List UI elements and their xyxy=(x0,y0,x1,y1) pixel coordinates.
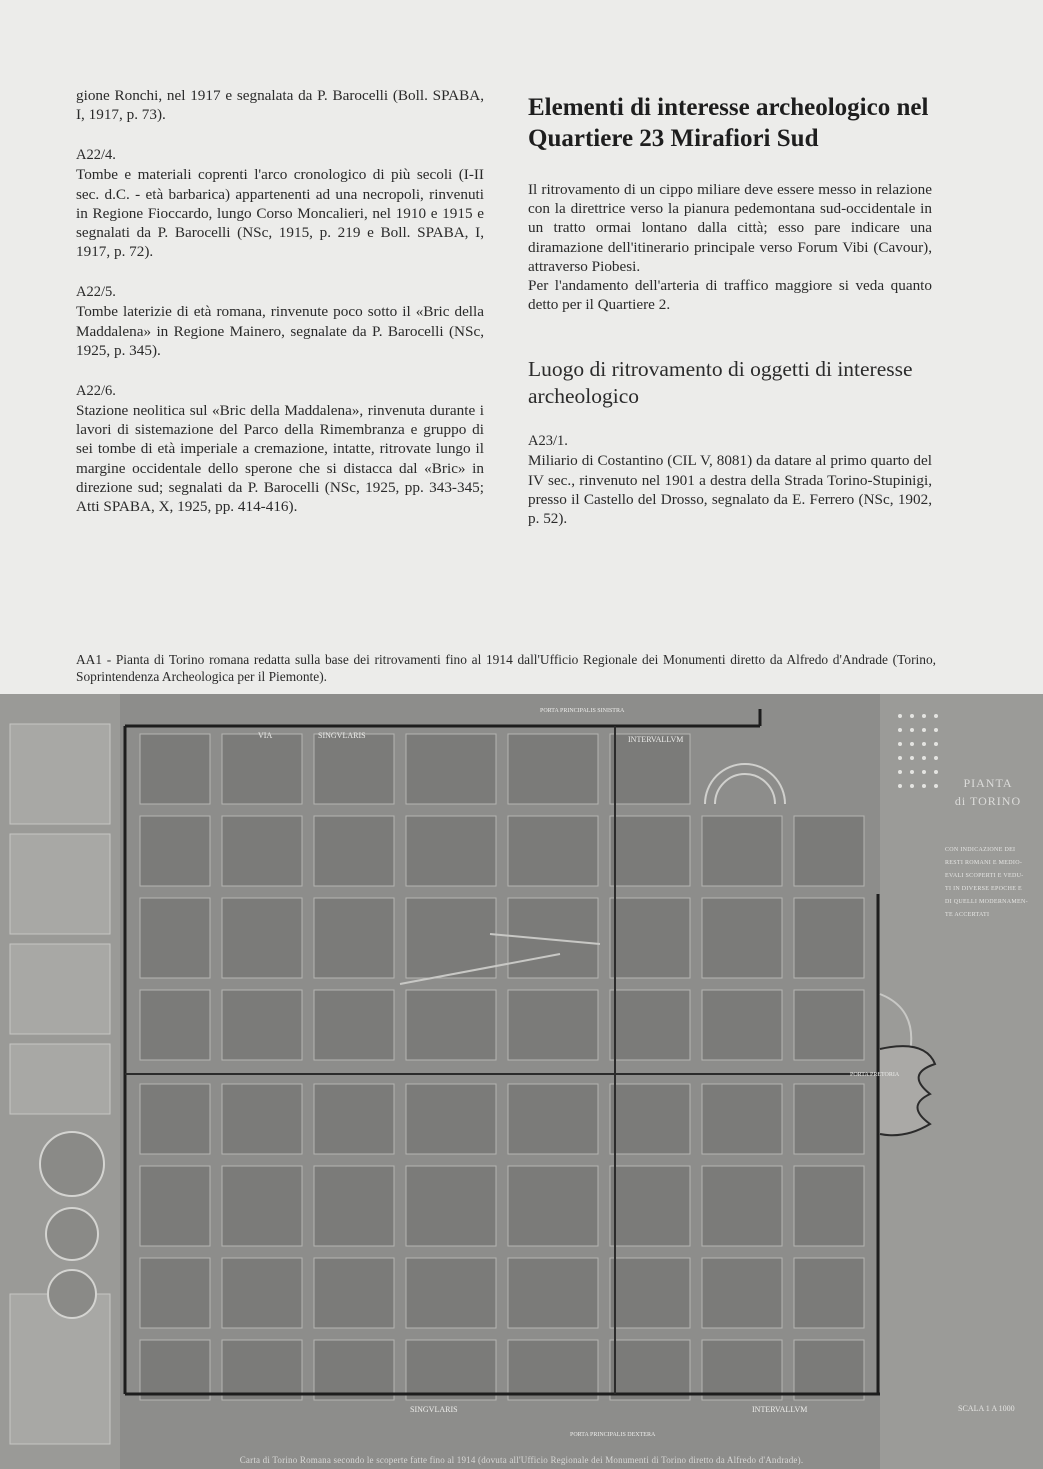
street-label: PORTA PRINCIPALIS DEXTERA xyxy=(570,1432,656,1438)
left-column xyxy=(76,86,484,538)
map-scale: SCALA 1 A 1000 xyxy=(958,1404,1015,1413)
street-label: VIA xyxy=(258,731,273,740)
entry-id: A22/4. xyxy=(76,147,116,164)
entry-text: Miliario di Costantino (CIL V, 8081) da datare al primo quarto del IV sec., rinvenuto nel 1901 a destra della Strada Torino-Stupinigi, presso il Castello del Drosso, segnalato da E. Ferrero (NSc, 1902, p. 52). xyxy=(528,452,932,528)
body-paragraph: Per l'andamento dell'arteria di traffico maggiore si veda quanto detto per il Quartiere 2. xyxy=(528,277,932,314)
entry-a22-4 xyxy=(76,146,484,261)
legend-line: RESTI ROMANI E MEDIO- xyxy=(945,860,1023,866)
entry-text: Stazione neolitica sul «Bric della Maddalena», rinvenuta durante i lavori di sistemazione del Parco della Rimembranza e gruppo di sei tombe di età imperiale a cremazione, intatte, ritrovate lungo il margine occidentale dello sperone che si distacca dal «Bric» in direzione sud; segnalati da P. Barocelli (NSc, 1925, pp. 343-345; Atti SPABA, X, 1925, pp. 414-416). xyxy=(76,402,484,516)
legend-line: DI QUELLI MODERNAMEN- xyxy=(945,899,1028,905)
subsection-heading: Luogo di ritrovamento di oggetti di interesse archeologico xyxy=(528,357,913,409)
legend-line: TI IN DIVERSE EPOCHE E xyxy=(945,886,1022,892)
legend-line: CON INDICAZIONE DEI xyxy=(945,847,1016,853)
section-heading: Elementi di interesse archeologico nel Quartiere 23 Mirafiori Sud xyxy=(528,94,929,152)
body-paragraph: Il ritrovamento di un cippo miliare deve essere messo in relazione con la direttrice verso la pianura pedemontana sud-occidentale in un tratto ormai lontano dalla città; esso pare indicare una diramazione dell'itinerario principale verso Forum Vibi (Cavour), attraverso Piobesi. xyxy=(528,181,932,275)
map-bottom-caption: Carta di Torino Romana secondo le scoperte fatte fino al 1914 (dovuta all'Ufficio Regionale dei Monumenti di Torino diretto da Alfredo d'Andrade). xyxy=(239,1455,804,1465)
map-title-line: PIANTA xyxy=(963,776,1013,790)
intro-paragraph: gione Ronchi, nel 1917 e segnalata da P. Barocelli (Boll. SPABA, I, 1917, p. 73). xyxy=(76,87,484,124)
map-legend xyxy=(945,844,1037,922)
map-title-line: di TORINO xyxy=(954,794,1022,808)
entry-id: A22/6. xyxy=(76,383,116,400)
right-column xyxy=(528,86,932,528)
legend-line: EVALI SCOPERTI E VEDU- xyxy=(945,873,1024,879)
entry-text: Tombe laterizie di età romana, rinvenute poco sotto il «Bric della Maddalena» in Regione Mainero, segnalate da P. Barocelli (NSc, 1925, p. 345). xyxy=(76,303,484,359)
entry-text: Tombe e materiali coprenti l'arco cronologico di più secoli (I-II sec. d.C. - età barbarica) appartenenti ad una necropoli, rinvenuti in Regione Fioccardo, lungo Corso Moncalieri, nel 1910 e 1915 e segnalati da P. Barocelli (NSc, 1915, p. 219 e Boll. SPABA, I, 1917, p. 72). xyxy=(76,166,484,261)
street-label: INTERVALLVM xyxy=(628,735,684,744)
map-drawing xyxy=(0,694,1043,1469)
entry-a22-5 xyxy=(76,283,484,360)
figure-caption: AA1 - Pianta di Torino romana redatta sulla base dei ritrovamenti fino al 1914 dall'Ufficio Regionale dei Monumenti diretto da Alfredo d'Andrade (Torino, Soprintendenza Archeologica per il Piemonte). xyxy=(76,652,936,685)
street-label: SINGVLARIS xyxy=(410,1405,458,1414)
street-label: PORTA PRINCIPALIS SINISTRA xyxy=(540,708,625,714)
entry-id: A22/5. xyxy=(76,284,116,301)
entry-id: A23/1. xyxy=(528,433,568,450)
map-title xyxy=(938,774,1038,810)
entry-a22-6 xyxy=(76,382,484,516)
historical-map xyxy=(0,694,1043,1469)
street-label: INTERVALLVM xyxy=(752,1405,808,1414)
legend-line: TE ACCERTATI xyxy=(945,912,990,918)
street-label: SINGVLARIS xyxy=(318,731,366,740)
street-label: PORTA PRETORIA xyxy=(850,1072,900,1078)
